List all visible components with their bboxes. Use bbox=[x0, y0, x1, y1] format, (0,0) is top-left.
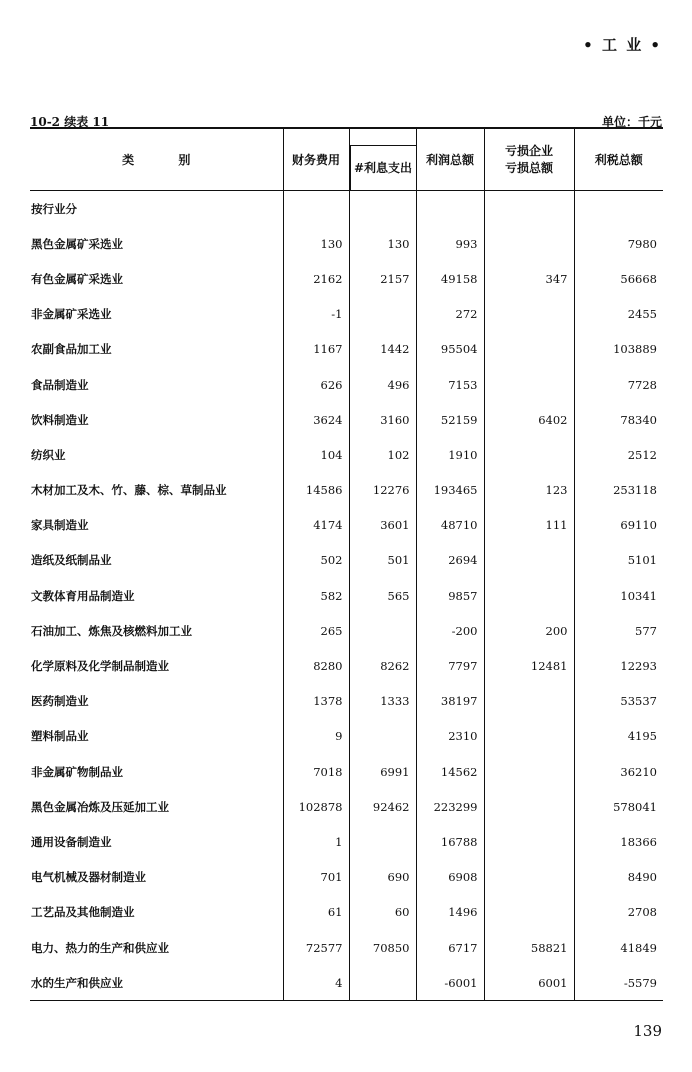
row-name: 电气机械及器材制造业 bbox=[31, 870, 146, 885]
cell-finance-cost: 7018 bbox=[283, 754, 349, 789]
col-header-interest-label: #利息支出 bbox=[350, 145, 416, 190]
cell-loss bbox=[484, 437, 574, 472]
cell-interest: 6991 bbox=[349, 754, 416, 789]
cell-profit-tax: 18366 bbox=[574, 824, 663, 859]
row-name: 家具制造业 bbox=[31, 518, 89, 533]
cell-profit-tax: 253118 bbox=[574, 473, 663, 508]
page-header: • 工 业 • bbox=[583, 36, 662, 54]
table-row bbox=[30, 261, 663, 296]
cell-loss bbox=[484, 367, 574, 402]
table-row bbox=[30, 332, 663, 367]
cell-loss bbox=[484, 895, 574, 930]
row-name: 化学原料及化学制品制造业 bbox=[31, 659, 169, 674]
cell-total-profit: 193465 bbox=[416, 473, 484, 508]
cell-loss bbox=[484, 332, 574, 367]
table-row bbox=[30, 684, 663, 719]
cell-finance-cost: 104 bbox=[283, 437, 349, 472]
cell-total-profit: 6908 bbox=[416, 860, 484, 895]
cell-interest: 3160 bbox=[349, 402, 416, 437]
cell-total-profit: 7797 bbox=[416, 648, 484, 683]
col-header-total-profit: 利润总额 bbox=[416, 128, 484, 191]
col-header-interest bbox=[349, 128, 416, 191]
table-row bbox=[30, 930, 663, 965]
cell-finance-cost: 102878 bbox=[283, 789, 349, 824]
cell-profit-tax: 36210 bbox=[574, 754, 663, 789]
cell-total-profit: 95504 bbox=[416, 332, 484, 367]
cell-total-profit: 223299 bbox=[416, 789, 484, 824]
cell-finance-cost: 9 bbox=[283, 719, 349, 754]
cell-total-profit: 52159 bbox=[416, 402, 484, 437]
cell-interest: 70850 bbox=[349, 930, 416, 965]
cell-total-profit: 14562 bbox=[416, 754, 484, 789]
cell-total-profit: 9857 bbox=[416, 578, 484, 613]
cell-profit-tax: 577 bbox=[574, 613, 663, 648]
cell-profit-tax: 2512 bbox=[574, 437, 663, 472]
cell-total-profit: -200 bbox=[416, 613, 484, 648]
cell-profit-tax: 578041 bbox=[574, 789, 663, 824]
cell-finance-cost: 1378 bbox=[283, 684, 349, 719]
cell-loss bbox=[484, 860, 574, 895]
cell-profit-tax: 41849 bbox=[574, 930, 663, 965]
cell-finance-cost: 2162 bbox=[283, 261, 349, 296]
table-row bbox=[30, 895, 663, 930]
cell-total-profit: 6717 bbox=[416, 930, 484, 965]
cell-interest: 102 bbox=[349, 437, 416, 472]
table-row bbox=[30, 367, 663, 402]
row-name: 农副食品加工业 bbox=[31, 342, 112, 357]
cell-profit-tax: 2708 bbox=[574, 895, 663, 930]
cell-loss: 12481 bbox=[484, 648, 574, 683]
cell-profit-tax: 5101 bbox=[574, 543, 663, 578]
section-row bbox=[30, 191, 663, 227]
table-row bbox=[30, 754, 663, 789]
cell-interest: 8262 bbox=[349, 648, 416, 683]
cell-interest: 690 bbox=[349, 860, 416, 895]
cell-profit-tax: 56668 bbox=[574, 261, 663, 296]
cell-profit-tax: 7980 bbox=[574, 226, 663, 261]
cell-interest: 1442 bbox=[349, 332, 416, 367]
cell-loss bbox=[484, 754, 574, 789]
cell-profit-tax: 103889 bbox=[574, 332, 663, 367]
cell-finance-cost: 4 bbox=[283, 965, 349, 1001]
cell-total-profit: 272 bbox=[416, 297, 484, 332]
col-header-loss bbox=[484, 128, 574, 191]
table-row bbox=[30, 789, 663, 824]
industry-finance-table bbox=[30, 127, 663, 1001]
cell-interest: 501 bbox=[349, 543, 416, 578]
row-name: 饮料制造业 bbox=[31, 412, 89, 427]
row-name: 食品制造业 bbox=[31, 377, 89, 392]
table-row bbox=[30, 473, 663, 508]
cell-finance-cost: 701 bbox=[283, 860, 349, 895]
cell-finance-cost: 14586 bbox=[283, 473, 349, 508]
cell-loss: 200 bbox=[484, 613, 574, 648]
row-name: 文教体育用品制造业 bbox=[31, 588, 135, 603]
cell-loss: 6402 bbox=[484, 402, 574, 437]
cell-loss bbox=[484, 789, 574, 824]
cell-interest: 2157 bbox=[349, 261, 416, 296]
row-name: 黑色金属矿采选业 bbox=[31, 236, 123, 251]
table-row bbox=[30, 860, 663, 895]
cell-loss bbox=[484, 226, 574, 261]
cell-finance-cost: 130 bbox=[283, 226, 349, 261]
cell-profit-tax: 8490 bbox=[574, 860, 663, 895]
cell-profit-tax: 10341 bbox=[574, 578, 663, 613]
col-header-loss-line2: 亏损总额 bbox=[504, 160, 553, 175]
cell-total-profit: 48710 bbox=[416, 508, 484, 543]
cell-interest: 496 bbox=[349, 367, 416, 402]
cell-profit-tax: 2455 bbox=[574, 297, 663, 332]
cell-finance-cost: 3624 bbox=[283, 402, 349, 437]
cell-profit-tax: 69110 bbox=[574, 508, 663, 543]
cell-total-profit: 16788 bbox=[416, 824, 484, 859]
cell-finance-cost: 72577 bbox=[283, 930, 349, 965]
unit-label: 单位：千元 bbox=[601, 115, 662, 129]
section-label: 按行业分 bbox=[31, 201, 77, 216]
cell-profit-tax: 78340 bbox=[574, 402, 663, 437]
table-row bbox=[30, 402, 663, 437]
row-name: 医药制造业 bbox=[31, 694, 89, 709]
row-name: 水的生产和供应业 bbox=[31, 975, 123, 990]
cell-loss bbox=[484, 297, 574, 332]
col-header-category: 类 别 bbox=[122, 153, 191, 167]
table-row bbox=[30, 719, 663, 754]
cell-interest: 12276 bbox=[349, 473, 416, 508]
cell-total-profit: -6001 bbox=[416, 965, 484, 1001]
cell-total-profit: 1910 bbox=[416, 437, 484, 472]
page-number: 139 bbox=[633, 1022, 662, 1040]
row-name: 石油加工、炼焦及核燃料加工业 bbox=[31, 623, 192, 638]
cell-finance-cost: 265 bbox=[283, 613, 349, 648]
cell-interest bbox=[349, 965, 416, 1001]
cell-loss bbox=[484, 543, 574, 578]
row-name: 电力、热力的生产和供应业 bbox=[31, 940, 169, 955]
cell-total-profit: 1496 bbox=[416, 895, 484, 930]
table-row bbox=[30, 226, 663, 261]
cell-loss bbox=[484, 824, 574, 859]
cell-total-profit: 49158 bbox=[416, 261, 484, 296]
cell-loss bbox=[484, 578, 574, 613]
table-row bbox=[30, 648, 663, 683]
cell-finance-cost: -1 bbox=[283, 297, 349, 332]
cell-total-profit: 38197 bbox=[416, 684, 484, 719]
table-row bbox=[30, 543, 663, 578]
cell-finance-cost: 61 bbox=[283, 895, 349, 930]
row-name: 黑色金属冶炼及压延加工业 bbox=[31, 799, 169, 814]
cell-loss bbox=[484, 719, 574, 754]
cell-profit-tax: 12293 bbox=[574, 648, 663, 683]
cell-loss bbox=[484, 684, 574, 719]
row-name: 非金属矿采选业 bbox=[31, 307, 112, 322]
cell-total-profit: 7153 bbox=[416, 367, 484, 402]
cell-interest: 92462 bbox=[349, 789, 416, 824]
cell-interest bbox=[349, 613, 416, 648]
cell-interest bbox=[349, 824, 416, 859]
table-row bbox=[30, 613, 663, 648]
table-row bbox=[30, 437, 663, 472]
cell-interest: 60 bbox=[349, 895, 416, 930]
col-header-finance-cost: 财务费用 bbox=[283, 128, 349, 191]
row-name: 非金属矿物制品业 bbox=[31, 764, 123, 779]
row-name: 造纸及纸制品业 bbox=[31, 553, 112, 568]
table-row bbox=[30, 578, 663, 613]
cell-finance-cost: 502 bbox=[283, 543, 349, 578]
table-row bbox=[30, 297, 663, 332]
table-id: 10-2 续表 11 bbox=[30, 115, 110, 129]
cell-interest bbox=[349, 719, 416, 754]
col-header-loss-line1: 亏损企业 bbox=[504, 143, 553, 158]
cell-loss: 58821 bbox=[484, 930, 574, 965]
cell-profit-tax: 53537 bbox=[574, 684, 663, 719]
col-header-profit-tax: 利税总额 bbox=[574, 128, 663, 191]
cell-interest: 130 bbox=[349, 226, 416, 261]
row-name: 工艺品及其他制造业 bbox=[31, 905, 135, 920]
cell-total-profit: 993 bbox=[416, 226, 484, 261]
cell-interest bbox=[349, 297, 416, 332]
cell-profit-tax: 4195 bbox=[574, 719, 663, 754]
cell-interest: 1333 bbox=[349, 684, 416, 719]
cell-profit-tax: 7728 bbox=[574, 367, 663, 402]
cell-loss: 347 bbox=[484, 261, 574, 296]
row-name: 有色金属矿采选业 bbox=[31, 271, 123, 286]
cell-total-profit: 2310 bbox=[416, 719, 484, 754]
cell-profit-tax: -5579 bbox=[574, 965, 663, 1001]
cell-loss: 6001 bbox=[484, 965, 574, 1001]
table-row bbox=[30, 965, 663, 1001]
table-row bbox=[30, 508, 663, 543]
cell-interest: 565 bbox=[349, 578, 416, 613]
cell-finance-cost: 4174 bbox=[283, 508, 349, 543]
cell-loss: 111 bbox=[484, 508, 574, 543]
row-name: 通用设备制造业 bbox=[31, 834, 112, 849]
row-name: 塑料制品业 bbox=[31, 729, 89, 744]
cell-finance-cost: 626 bbox=[283, 367, 349, 402]
cell-finance-cost: 1 bbox=[283, 824, 349, 859]
row-name: 木材加工及木、竹、藤、棕、草制品业 bbox=[31, 483, 227, 498]
cell-total-profit: 2694 bbox=[416, 543, 484, 578]
row-name: 纺织业 bbox=[31, 447, 66, 462]
table-row bbox=[30, 824, 663, 859]
cell-finance-cost: 1167 bbox=[283, 332, 349, 367]
cell-loss: 123 bbox=[484, 473, 574, 508]
cell-interest: 3601 bbox=[349, 508, 416, 543]
cell-finance-cost: 8280 bbox=[283, 648, 349, 683]
table-header-row bbox=[30, 128, 663, 191]
cell-finance-cost: 582 bbox=[283, 578, 349, 613]
